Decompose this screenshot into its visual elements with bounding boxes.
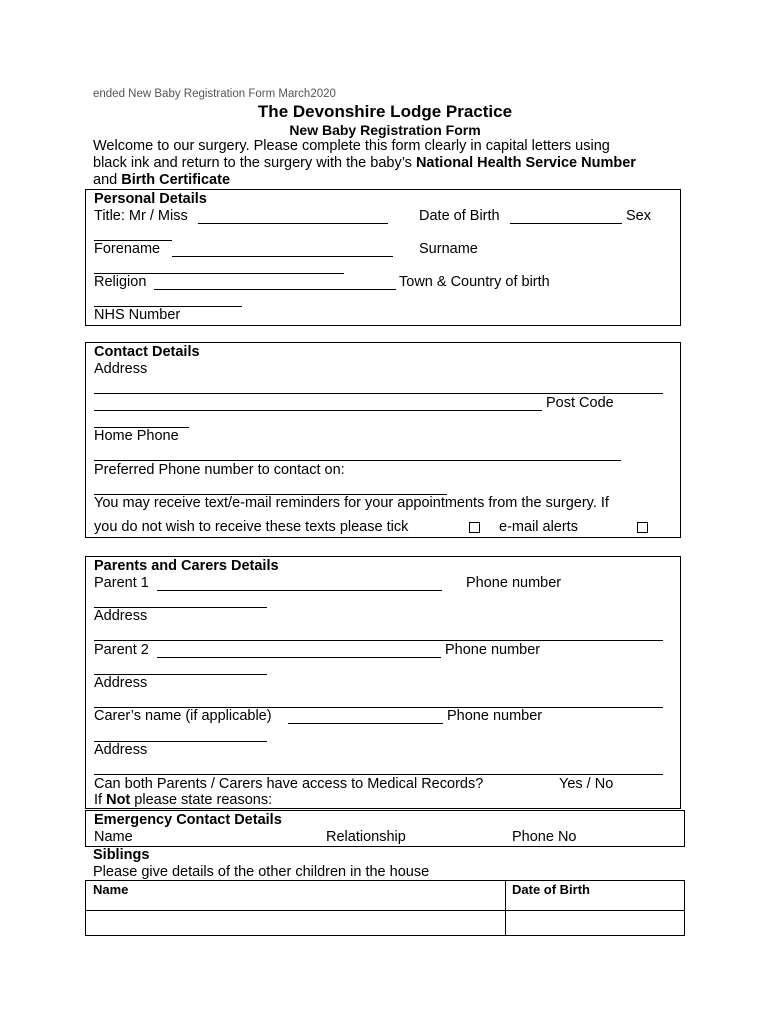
reminder-text-line-2: you do not wish to receive these texts please tick <box>94 519 409 535</box>
carer-phone-label: Phone number <box>447 708 543 724</box>
emergency-relationship-label: Relationship <box>326 829 406 845</box>
intro-nhs-number-emphasis: National Health Service Number <box>415 155 636 171</box>
parent-1-name-field[interactable] <box>157 590 442 591</box>
preferred-phone-label: Preferred Phone number to contact on: <box>94 462 345 478</box>
intro-line-3-text: and <box>93 172 122 188</box>
siblings-instruction: Please give details of the other children in the house <box>93 864 430 880</box>
religion-label: Religion <box>94 274 147 290</box>
nhs-number-label: NHS Number <box>94 307 181 323</box>
personal-details-heading: Personal Details <box>94 191 207 207</box>
emergency-phone-label: Phone No <box>512 829 577 845</box>
intro-line-1: Welcome to our surgery. Please complete this form clearly in capital letters using <box>93 138 610 154</box>
parent-2-name-field[interactable] <box>157 657 441 658</box>
home-phone-label: Home Phone <box>94 428 179 444</box>
surname-label: Surname <box>419 241 478 257</box>
siblings-table <box>85 880 685 936</box>
parent-1-address-field[interactable] <box>94 640 663 641</box>
siblings-dob-cell[interactable] <box>506 911 684 935</box>
reminder-text-line-1: You may receive text/e-mail reminders for your appointments from the surgery. If <box>94 495 609 511</box>
email-alerts-checkbox[interactable] <box>637 522 648 533</box>
sex-label: Sex <box>626 208 651 224</box>
intro-birth-certificate-emphasis: Birth Certificate <box>121 172 231 188</box>
carer-address-field[interactable] <box>94 774 663 775</box>
title-field[interactable] <box>198 223 388 224</box>
siblings-heading: Siblings <box>93 847 150 863</box>
religion-field[interactable] <box>154 289 396 290</box>
parents-carers-heading: Parents and Carers Details <box>94 558 279 574</box>
carer-name-field[interactable] <box>288 723 443 724</box>
email-alerts-label: e-mail alerts <box>499 519 578 535</box>
emergency-contact-heading: Emergency Contact Details <box>94 812 282 828</box>
personal-details-section <box>85 189 681 326</box>
emergency-name-label: Name <box>94 829 133 845</box>
parent-1-label: Parent 1 <box>94 575 149 591</box>
parent-1-address-label: Address <box>94 608 148 624</box>
parent-2-address-label: Address <box>94 675 148 691</box>
siblings-name-cell[interactable] <box>86 911 505 935</box>
town-country-of-birth-label: Town & Country of birth <box>399 274 550 290</box>
contact-address-field-1[interactable] <box>94 393 663 394</box>
reasons-label <box>94 792 272 809</box>
practice-name: The Devonshire Lodge Practice <box>257 102 513 121</box>
home-phone-field[interactable] <box>94 460 621 461</box>
medical-records-yes-no[interactable]: Yes / No <box>559 776 614 792</box>
medical-records-access-question: Can both Parents / Carers have access to Medical Records? <box>94 776 484 792</box>
date-of-birth-label: Date of Birth <box>419 208 500 224</box>
reasons-label-end: please state reasons: <box>130 792 273 808</box>
post-code-label: Post Code <box>546 395 614 411</box>
date-of-birth-field[interactable] <box>510 223 622 224</box>
text-reminders-opt-out-checkbox[interactable] <box>469 522 480 533</box>
contact-address-field-2[interactable] <box>94 410 542 411</box>
intro-line-2 <box>93 155 636 172</box>
siblings-dob-header: Date of Birth <box>512 882 590 897</box>
forename-field[interactable] <box>172 256 393 257</box>
parent-2-phone-label: Phone number <box>445 642 541 658</box>
parent-1-phone-label: Phone number <box>466 575 562 591</box>
form-title: New Baby Registration Form <box>289 122 481 138</box>
carer-address-label: Address <box>94 742 148 758</box>
forename-label: Forename <box>94 241 161 257</box>
running-title: ended New Baby Registration Form March2020 <box>93 88 336 100</box>
reasons-label-not: Not <box>106 792 131 808</box>
emergency-contact-section <box>85 810 685 847</box>
siblings-name-header: Name <box>93 882 129 897</box>
reasons-label-start: If <box>94 792 107 808</box>
intro-line-2-text: black ink and return to the surgery with the baby’s <box>93 155 416 171</box>
title-label: Title: Mr / Miss <box>94 208 188 224</box>
contact-details-heading: Contact Details <box>94 344 200 360</box>
parent-2-label: Parent 2 <box>94 642 149 658</box>
contact-details-section <box>85 342 681 538</box>
carer-name-label: Carer’s name (if applicable) <box>94 708 272 724</box>
parents-carers-section <box>85 556 681 809</box>
intro-line-3 <box>93 172 230 189</box>
contact-address-label: Address <box>94 361 148 377</box>
